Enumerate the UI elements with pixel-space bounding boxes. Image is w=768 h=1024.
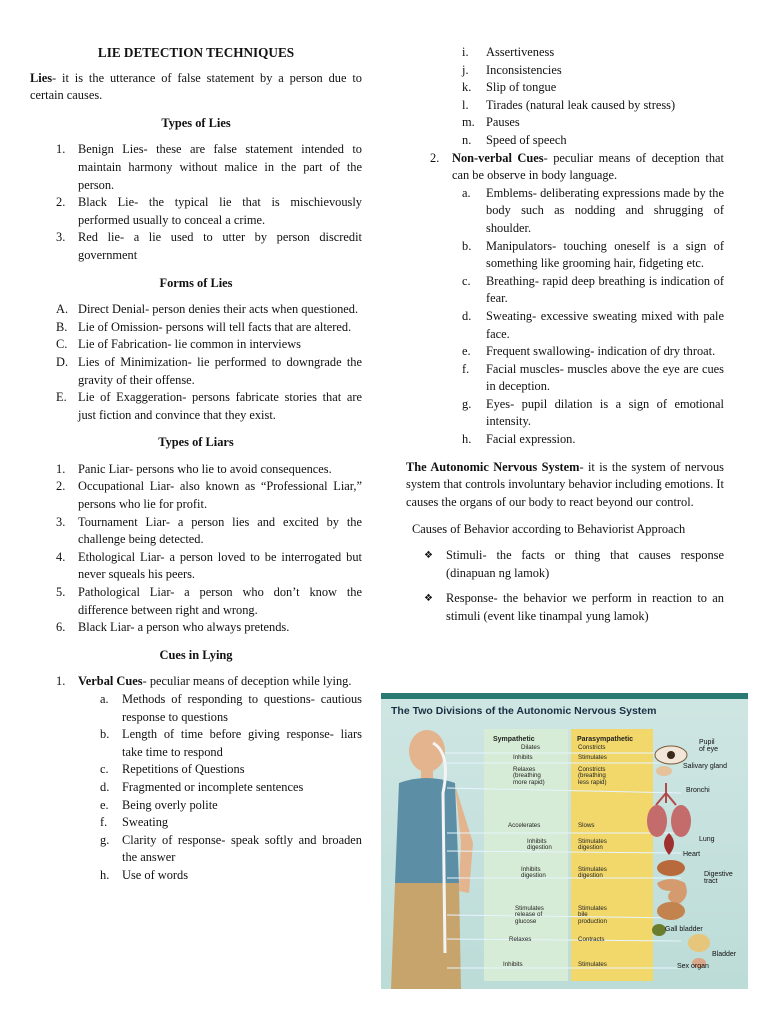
list-marker: 3. bbox=[56, 514, 66, 529]
list-item-text: Panic Liar- persons who lie to avoid consequences. bbox=[78, 461, 332, 476]
list-item-text: Emblems- deliberating expressions made by the body such as nodding and shrugging of shoulder. bbox=[486, 185, 724, 235]
organ-label-gall-bladder: Gall bladder bbox=[665, 926, 703, 933]
list-marker: 1. bbox=[56, 142, 66, 157]
sym-label: Accelerates bbox=[508, 822, 541, 829]
sym-label: Relaxes (breathing more rapid) bbox=[513, 766, 545, 786]
list-item bbox=[30, 814, 362, 832]
list-marker: 3. bbox=[56, 230, 66, 245]
list-item-text: Slip of tongue bbox=[486, 80, 557, 95]
types-of-liars-list bbox=[30, 461, 362, 637]
list-item bbox=[406, 547, 724, 582]
list-item bbox=[30, 461, 362, 479]
bladder-icon bbox=[688, 934, 710, 952]
para-label: Stimulates bbox=[578, 961, 607, 968]
sym-label: Relaxes bbox=[509, 936, 532, 943]
organ-label-lung: Lung bbox=[699, 836, 715, 843]
list-marker: a. bbox=[462, 185, 471, 200]
intestine-icon bbox=[657, 902, 685, 920]
list-item-text: Fragmented or incomplete sentences bbox=[122, 779, 304, 794]
para-label: Stimulates digestion bbox=[578, 838, 607, 852]
list-marker: a. bbox=[100, 692, 109, 706]
list-marker: C. bbox=[56, 337, 68, 352]
list-item bbox=[406, 396, 724, 431]
list-item-text: Lies of Minimization- lie performed to downgrade the gravity of their offense. bbox=[78, 354, 362, 387]
list-item bbox=[406, 185, 724, 238]
list-item-text: Red lie- a lie used to utter by person discredit government bbox=[78, 230, 362, 262]
list-marker: f. bbox=[100, 815, 108, 830]
pants-shape bbox=[391, 883, 461, 989]
para-label: Stimulates bbox=[578, 754, 607, 761]
list-item bbox=[30, 726, 362, 761]
lies-term: Lies bbox=[30, 70, 53, 85]
list-item-text: Inconsistencies bbox=[486, 62, 562, 77]
list-item bbox=[30, 478, 362, 513]
spacer bbox=[406, 511, 724, 521]
nonverbal-cues-term: Non-verbal Cues bbox=[452, 150, 544, 165]
list-marker: d. bbox=[100, 779, 110, 794]
list-marker: 2. bbox=[430, 150, 440, 165]
list-marker: 2. bbox=[56, 479, 66, 494]
list-marker: i. bbox=[462, 45, 469, 59]
list-item-text: Manipulators- touching oneself is a sign of something like grooming hair, fidgeting etc. bbox=[486, 238, 724, 271]
list-item-text: Clarity of response- speak softly and broaden the answer bbox=[122, 832, 362, 865]
sympathetic-header: Sympathetic bbox=[493, 736, 535, 743]
list-item bbox=[30, 229, 362, 264]
list-marker: d. bbox=[462, 308, 472, 323]
list-marker: g. bbox=[100, 832, 110, 847]
para-label: Stimulates digestion bbox=[578, 866, 607, 880]
list-item-text: Lie of Exaggeration- persons fabricate stories that are just fiction and convince that they exist. bbox=[78, 390, 362, 422]
list-item-text: Black Lie- the typical lie that is mischievously performed usually to conceal a crime. bbox=[78, 195, 362, 227]
lung-icon bbox=[671, 805, 691, 837]
organ-label-pupil: Pupil of eye bbox=[699, 739, 719, 753]
list-marker: f. bbox=[462, 361, 470, 376]
list-marker: A. bbox=[56, 302, 69, 317]
list-item bbox=[30, 832, 362, 867]
list-item bbox=[30, 194, 362, 229]
list-item-text: Facial expression. bbox=[486, 432, 576, 447]
heart-icon bbox=[664, 833, 674, 855]
list-item bbox=[406, 62, 724, 80]
digestive-tract-icon bbox=[657, 879, 687, 905]
list-item bbox=[30, 336, 362, 354]
list-item bbox=[30, 779, 362, 797]
list-marker: b. bbox=[100, 727, 110, 742]
list-item bbox=[30, 549, 362, 584]
list-item-text: Response- the behavior we perform in reaction to an stimuli (event like tinampal yung lamok) bbox=[446, 591, 724, 623]
list-item-text: Length of time before giving response- liars take time to respond bbox=[122, 727, 362, 759]
list-item bbox=[406, 114, 724, 132]
list-item bbox=[406, 273, 724, 308]
types-of-lies-heading: Types of Lies bbox=[161, 115, 231, 130]
liver-icon bbox=[657, 860, 685, 876]
list-marker: b. bbox=[462, 238, 472, 253]
organ-label-digestive: Digestive tract bbox=[704, 871, 733, 885]
list-item-text: Tirades (natural leak caused by stress) bbox=[486, 97, 676, 112]
list-item-text: Sweating- excessive sweating mixed with pale face. bbox=[486, 308, 724, 341]
list-item bbox=[406, 79, 724, 97]
list-item bbox=[406, 238, 724, 273]
list-item bbox=[30, 867, 362, 885]
list-item-text: Speed of speech bbox=[486, 132, 567, 147]
list-item-text: Facial muscles- muscles above the eye are cues in deception. bbox=[486, 361, 724, 394]
list-item-text: Eyes- pupil dilation is a sign of emotional intensity. bbox=[486, 396, 724, 429]
lies-def-text: - it is the utterance of false statement by a person due to certain causes. bbox=[30, 70, 362, 103]
list-item-text: Use of words bbox=[122, 867, 189, 882]
list-item bbox=[406, 590, 724, 625]
para-label: Slows bbox=[578, 822, 595, 829]
diagram-title: The Two Divisions of the Autonomic Nervous System bbox=[391, 705, 657, 717]
verbal-cues-list-continued bbox=[406, 44, 724, 150]
list-item-text: Lie of Omission- persons will tell facts that are altered. bbox=[78, 319, 352, 334]
list-marker: c. bbox=[462, 273, 471, 288]
right-column bbox=[406, 44, 724, 633]
cues-in-lying-heading: Cues in Lying bbox=[159, 647, 233, 662]
organ-label-sex-organ: Sex organ bbox=[677, 963, 709, 970]
nonverbal-cues-list bbox=[406, 185, 724, 449]
list-item bbox=[30, 761, 362, 779]
list-marker: e. bbox=[100, 797, 109, 812]
list-item bbox=[406, 361, 724, 396]
list-marker: B. bbox=[56, 319, 68, 334]
list-marker: E. bbox=[56, 390, 67, 405]
list-item-text: Breathing- rapid deep breathing is indication of fear. bbox=[486, 273, 724, 306]
list-item bbox=[30, 354, 362, 389]
document-title: LIE DETECTION TECHNIQUES bbox=[97, 45, 295, 60]
types-of-liars-heading: Types of Liars bbox=[158, 435, 234, 450]
list-marker: g. bbox=[462, 396, 472, 411]
forms-of-lies-heading: Forms of Lies bbox=[159, 275, 233, 290]
list-item-text: Assertiveness bbox=[486, 45, 555, 59]
para-label: Constricts (breathing less rapid) bbox=[578, 766, 607, 786]
list-item bbox=[30, 691, 362, 726]
list-marker: 6. bbox=[56, 620, 66, 635]
list-marker: e. bbox=[462, 344, 471, 359]
list-marker: D. bbox=[56, 354, 69, 369]
list-item bbox=[406, 97, 724, 115]
list-item bbox=[406, 431, 724, 449]
ans-diagram bbox=[381, 693, 748, 989]
ans-term: The Autonomic Nervous System bbox=[406, 459, 580, 474]
list-marker: 5. bbox=[56, 585, 66, 600]
sym-label: Inhibits bbox=[503, 961, 523, 968]
sym-label: Inhibits digestion bbox=[521, 866, 546, 880]
list-marker: j. bbox=[462, 62, 469, 77]
para-label: Stimulates bile production bbox=[578, 905, 607, 925]
parasympathetic-header: Parasympathetic bbox=[577, 736, 634, 743]
list-marker: 2. bbox=[56, 195, 66, 210]
list-item-text: Sweating bbox=[122, 815, 169, 830]
list-item-text: Being overly polite bbox=[122, 797, 218, 812]
list-item-text: Lie of Fabrication- lie common in interviews bbox=[78, 337, 301, 352]
list-marker: h. bbox=[462, 432, 472, 447]
shirt-shape bbox=[395, 778, 459, 883]
lung-icon bbox=[647, 805, 667, 837]
list-marker: h. bbox=[100, 867, 110, 882]
sym-label: Inhibits digestion bbox=[527, 838, 552, 852]
left-column bbox=[30, 44, 362, 885]
list-item bbox=[406, 44, 724, 62]
list-item-text: Repetitions of Questions bbox=[122, 762, 245, 777]
list-marker: 1. bbox=[56, 674, 66, 689]
list-item bbox=[30, 319, 362, 337]
list-item bbox=[30, 389, 362, 424]
list-item bbox=[406, 308, 724, 343]
list-marker: n. bbox=[462, 132, 472, 147]
list-item bbox=[30, 619, 362, 637]
types-of-lies-list bbox=[30, 141, 362, 264]
human-figure bbox=[391, 730, 473, 989]
behaviorist-caption: Causes of Behavior according to Behaviorist Approach bbox=[412, 522, 686, 537]
list-item bbox=[406, 343, 724, 361]
sym-label: Dilates bbox=[521, 744, 540, 751]
list-marker: 4. bbox=[56, 549, 66, 564]
verbal-cues-list bbox=[30, 691, 362, 885]
list-item bbox=[30, 584, 362, 619]
sym-label: Stimulates release of glucose bbox=[515, 905, 544, 925]
list-item-text: Direct Denial- person denies their acts when questioned. bbox=[78, 302, 359, 317]
list-marker: k. bbox=[462, 80, 472, 95]
list-item-text: Benign Lies- these are false statement intended to maintain harmony without malice in the part of the person. bbox=[78, 142, 362, 192]
list-item-text: Pathological Liar- a person who don’t know the difference between right and wrong. bbox=[78, 585, 362, 617]
cues-list bbox=[30, 673, 362, 691]
behaviorist-list bbox=[406, 547, 724, 625]
list-item-nonverbal-cues bbox=[406, 150, 724, 185]
list-marker: m. bbox=[462, 115, 475, 130]
list-item bbox=[30, 514, 362, 549]
gall-bladder-icon bbox=[652, 924, 666, 936]
pupil-icon bbox=[667, 751, 675, 759]
list-item-text: Tournament Liar- a person lies and excited by the challenge being detected. bbox=[78, 514, 362, 547]
verbal-cues-def: - peculiar means of deception while lying. bbox=[142, 674, 352, 689]
list-marker: c. bbox=[100, 762, 109, 777]
verbal-cues-term: Verbal Cues bbox=[78, 674, 143, 689]
organ-label-bladder: Bladder bbox=[712, 951, 737, 958]
diagram-top-band bbox=[381, 693, 748, 699]
list-item bbox=[30, 301, 362, 319]
list-item-text: Frequent swallowing- indication of dry throat. bbox=[486, 344, 716, 359]
forms-of-lies-list bbox=[30, 301, 362, 424]
sym-label: Inhibits bbox=[513, 754, 533, 761]
ans-def-text: - it is the system of nervous system that controls involuntary behavior including emotions. It causes the organs of our body to react beyond our control. bbox=[406, 459, 724, 509]
list-item-text: Methods of responding to questions- cautious response to questions bbox=[122, 692, 362, 724]
organ-label-bronchi: Bronchi bbox=[686, 787, 710, 794]
list-item bbox=[30, 141, 362, 194]
spacer bbox=[406, 449, 724, 459]
lies-definition bbox=[30, 70, 362, 105]
list-marker: l. bbox=[462, 97, 469, 112]
list-item bbox=[406, 132, 724, 150]
diamond-bullet-icon: ❖ bbox=[424, 593, 433, 605]
ans-diagram-artwork bbox=[381, 693, 748, 989]
nonverbal-cues-def: - peculiar means of deception that can be observe in body language. bbox=[452, 150, 724, 183]
bronchi-icon bbox=[656, 783, 676, 805]
salivary-gland-icon bbox=[656, 766, 672, 776]
nonverbal-cues-entry bbox=[406, 150, 724, 185]
organ-label-heart: Heart bbox=[683, 851, 701, 858]
list-item-verbal-cues bbox=[30, 673, 362, 691]
diamond-bullet-icon: ❖ bbox=[424, 550, 433, 562]
organ-label-salivary: Salivary gland bbox=[683, 763, 727, 770]
para-label: Contracts bbox=[578, 936, 605, 943]
list-marker: 1. bbox=[56, 461, 66, 476]
para-label: Constricts bbox=[578, 744, 606, 751]
ans-definition bbox=[406, 459, 724, 512]
list-item-text: Black Liar- a person who always pretends. bbox=[78, 620, 290, 635]
list-item bbox=[30, 797, 362, 815]
list-item-text: Ethological Liar- a person loved to be interrogated but never squeals his peers. bbox=[78, 549, 362, 582]
list-item-text: Occupational Liar- also known as “Professional Liar,” persons who lie for profit. bbox=[78, 479, 362, 512]
list-item-text: Stimuli- the facts or thing that causes response (dinapuan ng lamok) bbox=[446, 548, 724, 580]
list-item-text: Pauses bbox=[486, 115, 520, 130]
